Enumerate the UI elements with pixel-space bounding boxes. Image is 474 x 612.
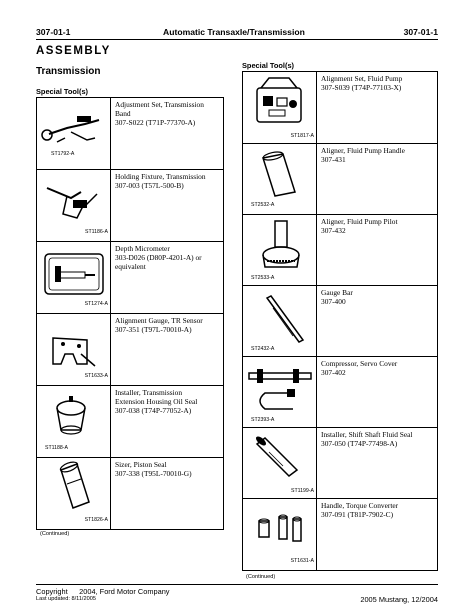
tool-description: Sizer, Piston Seal 307-338 (T95L-70010-G): [115, 460, 192, 478]
left-special-tools-label: Special Tool(s): [36, 87, 89, 96]
right-continued-note: (Continued): [246, 574, 276, 580]
subsection-title: Transmission: [36, 66, 101, 77]
right-tool-table: [242, 71, 438, 571]
tool-image-cell: [37, 170, 111, 241]
tool-description: Gauge Bar 307-400: [321, 288, 353, 306]
tool-code: ST1633-A: [84, 373, 108, 379]
tool-image-cell: [243, 499, 317, 570]
tool-image-cell: [37, 314, 111, 385]
tool-description: Adjustment Set, Transmission Band 307-S022 (T71P-77370-A): [115, 100, 204, 127]
tool-description: Alignment Gauge, TR Sensor 307-351 (T97L-70010-A): [115, 316, 203, 334]
header-right: 307-01-1: [403, 27, 438, 37]
wrench-band-icon: [37, 98, 111, 169]
tool-description: Holding Fixture, Transmission 307-003 (T57L-500-B): [115, 172, 206, 190]
tool-description: Alignment Set, Fluid Pump 307-S039 (T74P-77103-X): [321, 74, 403, 92]
header-rule: [36, 39, 438, 40]
tool-code: ST2432-A: [251, 346, 275, 352]
tool-image-cell: [243, 286, 317, 356]
tool-image-cell: [37, 458, 111, 529]
right-special-tools-label: Special Tool(s): [242, 61, 295, 70]
footer-rule: [36, 584, 438, 585]
section-title: ASSEMBLY: [36, 45, 111, 57]
tool-description: Installer, Transmission Extension Housing Oil Seal 307-038 (T74P-77052-A): [115, 388, 198, 415]
tool-description: Depth Micrometer 303-D026 (D80P-4201-A) or equivalent: [115, 244, 202, 271]
tool-image-cell: [243, 357, 317, 427]
tool-code: ST1631-A: [290, 558, 314, 564]
footer-model: 2005 Mustang, 12/2004: [360, 595, 438, 604]
tool-code: ST1792-A: [51, 151, 75, 157]
tool-description: Handle, Torque Converter 307-091 (T81P-7902-C): [321, 501, 399, 519]
footer-copyright: Copyright 2004, Ford Motor Company: [36, 587, 170, 596]
tool-description: Aligner, Fluid Pump Handle 307-431: [321, 146, 405, 164]
tool-description: Aligner, Fluid Pump Pilot 307-432: [321, 217, 398, 235]
tool-code: ST1186-A: [85, 229, 108, 235]
tool-code: ST2532-A: [251, 202, 275, 208]
left-continued-note: (Continued): [40, 531, 70, 537]
tool-code: ST1274-A: [84, 301, 108, 307]
tool-code: ST1826-A: [84, 517, 108, 523]
header-center: Automatic Transaxle/Transmission: [163, 27, 305, 37]
left-tool-table: [36, 97, 224, 530]
footer-last-updated: Last updated: 8/11/2005: [36, 596, 96, 602]
header-left: 307-01-1: [36, 27, 71, 37]
tool-image-cell: [37, 98, 111, 169]
tool-code: ST1199-A: [291, 488, 314, 494]
tool-code: ST1817-A: [290, 133, 314, 139]
tool-code: ST2393-A: [251, 417, 275, 423]
tool-image-cell: [37, 242, 111, 313]
tool-image-cell: [243, 215, 317, 285]
tool-code: ST2533-A: [251, 275, 275, 281]
tool-image-cell: [243, 144, 317, 214]
tool-image-cell: [243, 428, 317, 498]
tool-description: Installer, Shift Shaft Fluid Seal 307-050 (T74P-77498-A): [321, 430, 413, 448]
tool-image-cell: [37, 386, 111, 457]
tool-description: Compressor, Servo Cover 307-402: [321, 359, 398, 377]
tool-code: ST1188-A: [45, 445, 68, 451]
tool-image-cell: [243, 72, 317, 143]
